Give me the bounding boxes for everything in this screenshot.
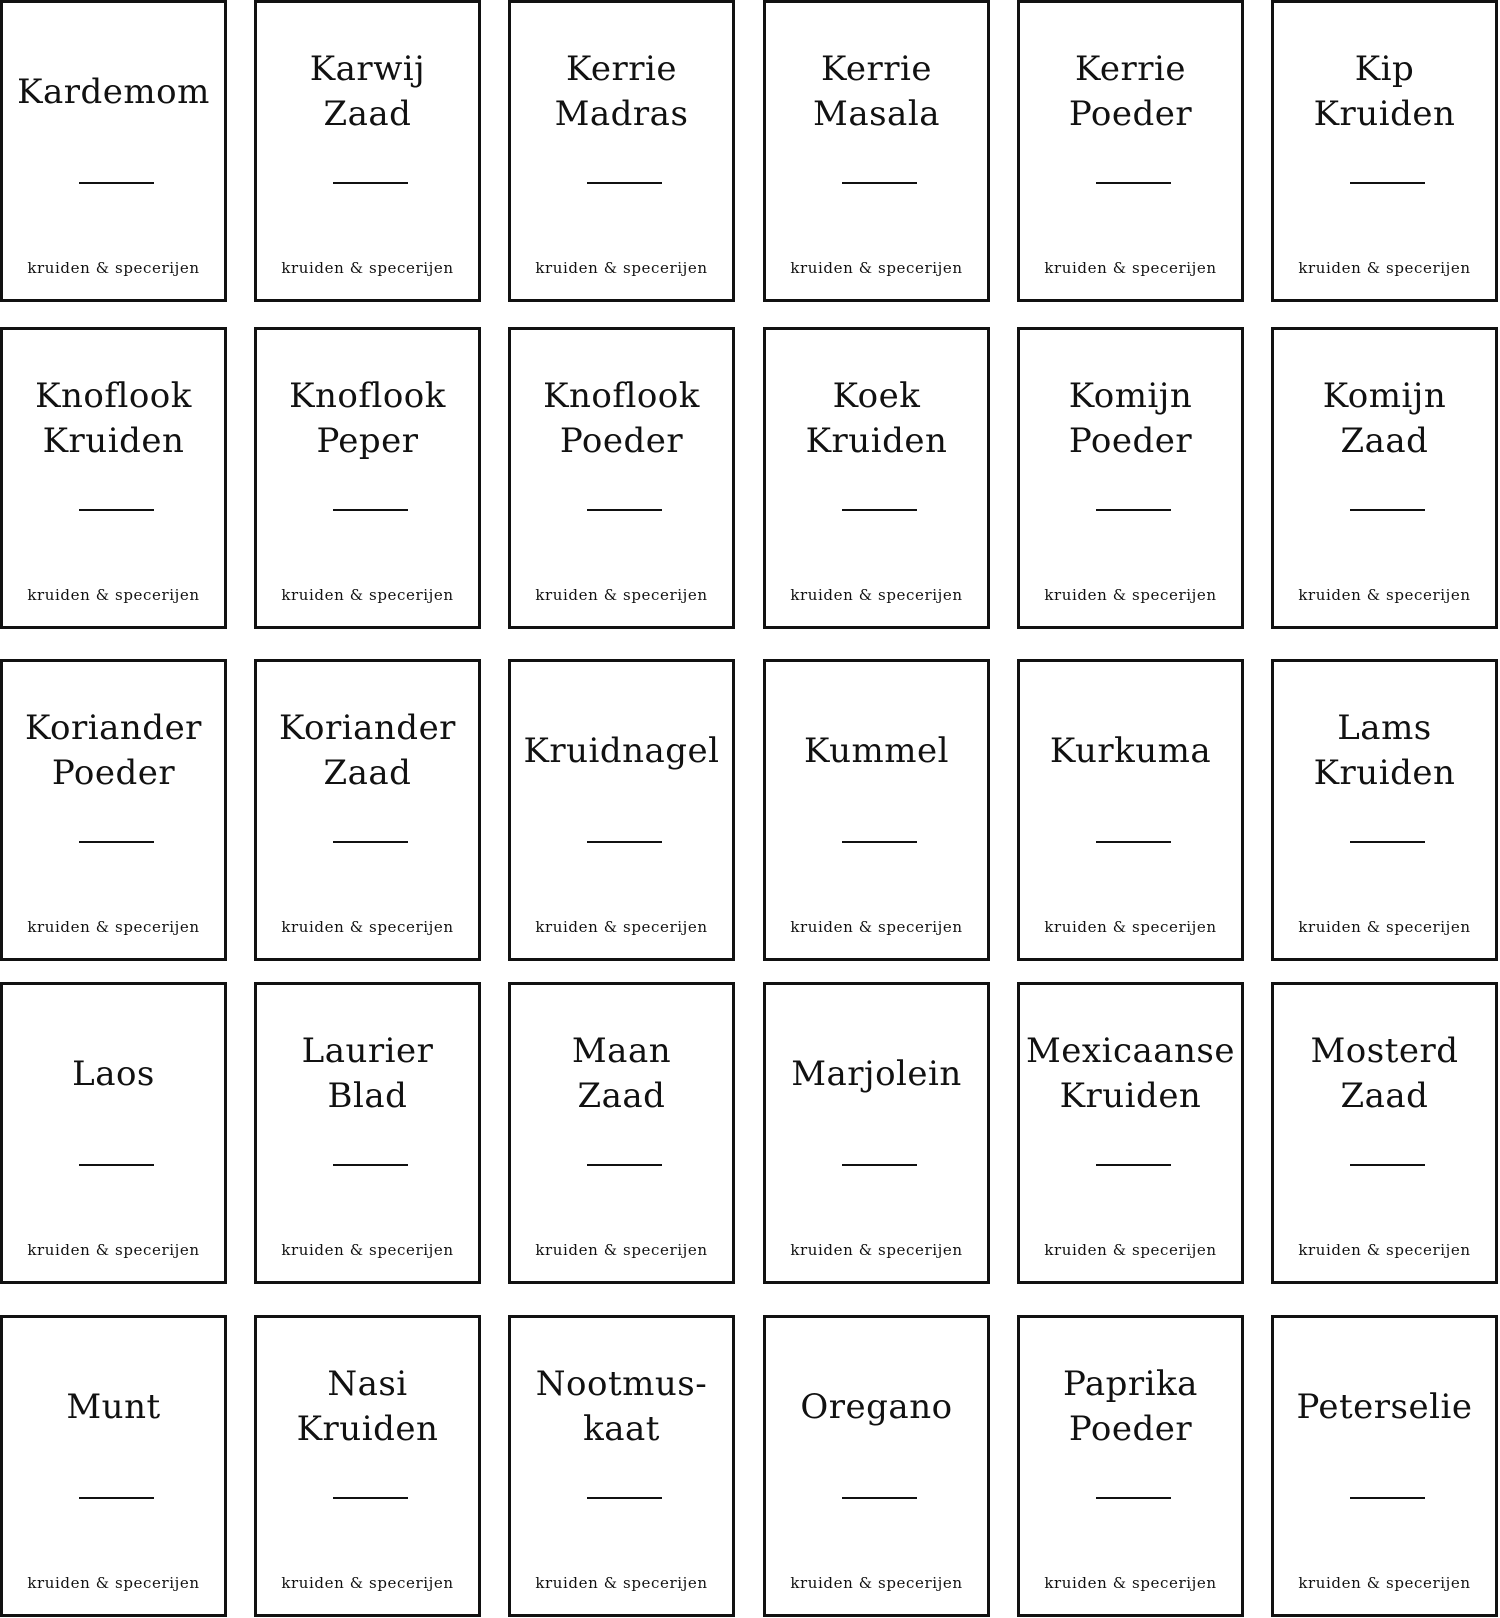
divider-rule — [333, 1497, 408, 1499]
divider-rule — [842, 509, 917, 511]
label-subtitle: kruiden & specerijen — [281, 1574, 454, 1592]
divider-rule — [1096, 182, 1171, 184]
label-subtitle: kruiden & specerijen — [1044, 259, 1217, 277]
divider-rule — [587, 182, 662, 184]
spice-label — [763, 1315, 990, 1617]
spice-label — [1271, 327, 1498, 629]
divider-rule — [842, 182, 917, 184]
spice-label — [0, 659, 227, 961]
label-subtitle: kruiden & specerijen — [1298, 259, 1471, 277]
spice-name: Kerrie Poeder — [1068, 49, 1193, 134]
label-subtitle: kruiden & specerijen — [1298, 1574, 1471, 1592]
spice-label — [1017, 0, 1244, 302]
label-subtitle: kruiden & specerijen — [790, 586, 963, 604]
divider-rule — [842, 1164, 917, 1166]
divider-rule — [79, 1497, 154, 1499]
label-subtitle: kruiden & specerijen — [790, 918, 963, 936]
spice-label — [254, 982, 481, 1284]
label-subtitle: kruiden & specerijen — [1298, 918, 1471, 936]
spice-label — [0, 0, 227, 302]
label-subtitle: kruiden & specerijen — [535, 259, 708, 277]
divider-rule — [333, 1164, 408, 1166]
spice-label — [1271, 0, 1498, 302]
spice-name: Maan Zaad — [571, 1031, 672, 1116]
divider-rule — [333, 182, 408, 184]
spice-name: Koek Kruiden — [805, 376, 948, 461]
divider-rule — [587, 841, 662, 843]
label-subtitle: kruiden & specerijen — [1044, 1574, 1217, 1592]
spice-name: Kurkuma — [1049, 730, 1212, 771]
divider-rule — [333, 841, 408, 843]
spice-name: Kummel — [803, 730, 950, 771]
spice-name: Mosterd Zaad — [1310, 1031, 1459, 1116]
label-subtitle: kruiden & specerijen — [281, 918, 454, 936]
spice-label — [1017, 327, 1244, 629]
divider-rule — [842, 1497, 917, 1499]
divider-rule — [1096, 1497, 1171, 1499]
spice-label — [1017, 659, 1244, 961]
spice-name: Paprika Poeder — [1063, 1364, 1198, 1449]
spice-name: Kerrie Masala — [813, 49, 940, 134]
divider-rule — [333, 509, 408, 511]
label-subtitle: kruiden & specerijen — [27, 259, 200, 277]
label-subtitle: kruiden & specerijen — [27, 1574, 200, 1592]
spice-name: Laurier Blad — [301, 1031, 434, 1116]
spice-name: Laos — [72, 1053, 155, 1094]
label-subtitle: kruiden & specerijen — [1298, 586, 1471, 604]
spice-label — [508, 659, 735, 961]
divider-rule — [587, 509, 662, 511]
spice-label — [254, 1315, 481, 1617]
spice-label — [508, 982, 735, 1284]
spice-name: Munt — [66, 1386, 161, 1427]
spice-name: Marjolein — [791, 1053, 962, 1094]
label-subtitle: kruiden & specerijen — [790, 1241, 963, 1259]
spice-name: Mexicaanse Kruiden — [1025, 1031, 1236, 1116]
label-subtitle: kruiden & specerijen — [27, 918, 200, 936]
spice-label — [763, 327, 990, 629]
label-subtitle: kruiden & specerijen — [535, 918, 708, 936]
label-subtitle: kruiden & specerijen — [281, 1241, 454, 1259]
label-subtitle: kruiden & specerijen — [535, 1241, 708, 1259]
spice-label — [1271, 659, 1498, 961]
spice-label — [763, 0, 990, 302]
spice-name: Koriander Zaad — [279, 708, 456, 793]
label-subtitle: kruiden & specerijen — [535, 586, 708, 604]
divider-rule — [1096, 841, 1171, 843]
spice-name: Komijn Poeder — [1068, 376, 1193, 461]
divider-rule — [1096, 1164, 1171, 1166]
spice-name: Knoflook Peper — [289, 376, 446, 461]
spice-name: Knoflook Poeder — [543, 376, 700, 461]
spice-label — [254, 327, 481, 629]
spice-label — [508, 327, 735, 629]
spice-name: Kerrie Madras — [554, 49, 689, 134]
divider-rule — [1350, 509, 1425, 511]
spice-label — [254, 0, 481, 302]
divider-rule — [79, 841, 154, 843]
divider-rule — [1350, 182, 1425, 184]
label-subtitle: kruiden & specerijen — [1044, 1241, 1217, 1259]
spice-name: Nootmus- kaat — [535, 1364, 708, 1449]
spice-name: Komijn Zaad — [1322, 376, 1447, 461]
spice-name: Kruidnagel — [523, 730, 720, 771]
divider-rule — [79, 182, 154, 184]
label-subtitle: kruiden & specerijen — [1044, 918, 1217, 936]
spice-label — [254, 659, 481, 961]
divider-rule — [1096, 509, 1171, 511]
spice-name: Kardemom — [17, 71, 210, 112]
spice-label — [0, 982, 227, 1284]
divider-rule — [1350, 1497, 1425, 1499]
label-subtitle: kruiden & specerijen — [535, 1574, 708, 1592]
label-subtitle: kruiden & specerijen — [790, 1574, 963, 1592]
spice-label — [1017, 1315, 1244, 1617]
divider-rule — [1350, 1164, 1425, 1166]
spice-label — [1271, 982, 1498, 1284]
divider-rule — [79, 509, 154, 511]
divider-rule — [842, 841, 917, 843]
divider-rule — [587, 1164, 662, 1166]
label-subtitle: kruiden & specerijen — [27, 586, 200, 604]
spice-name: Koriander Poeder — [25, 708, 202, 793]
spice-label — [763, 659, 990, 961]
spice-label — [508, 1315, 735, 1617]
label-subtitle: kruiden & specerijen — [27, 1241, 200, 1259]
spice-name: Peterselie — [1296, 1386, 1473, 1427]
label-subtitle: kruiden & specerijen — [1044, 586, 1217, 604]
spice-label — [0, 1315, 227, 1617]
label-subtitle: kruiden & specerijen — [790, 259, 963, 277]
spice-label — [1271, 1315, 1498, 1617]
spice-label — [508, 0, 735, 302]
divider-rule — [587, 1497, 662, 1499]
spice-name: Karwij Zaad — [309, 49, 426, 134]
spice-name: Nasi Kruiden — [296, 1364, 439, 1449]
spice-label — [0, 327, 227, 629]
spice-name: Oregano — [800, 1386, 953, 1427]
divider-rule — [1350, 841, 1425, 843]
label-subtitle: kruiden & specerijen — [281, 586, 454, 604]
label-subtitle: kruiden & specerijen — [281, 259, 454, 277]
spice-name: Lams Kruiden — [1313, 708, 1456, 793]
spice-name: Knoflook Kruiden — [35, 376, 192, 461]
label-subtitle: kruiden & specerijen — [1298, 1241, 1471, 1259]
spice-name: Kip Kruiden — [1313, 49, 1456, 134]
divider-rule — [79, 1164, 154, 1166]
spice-label — [763, 982, 990, 1284]
spice-label — [1017, 982, 1244, 1284]
